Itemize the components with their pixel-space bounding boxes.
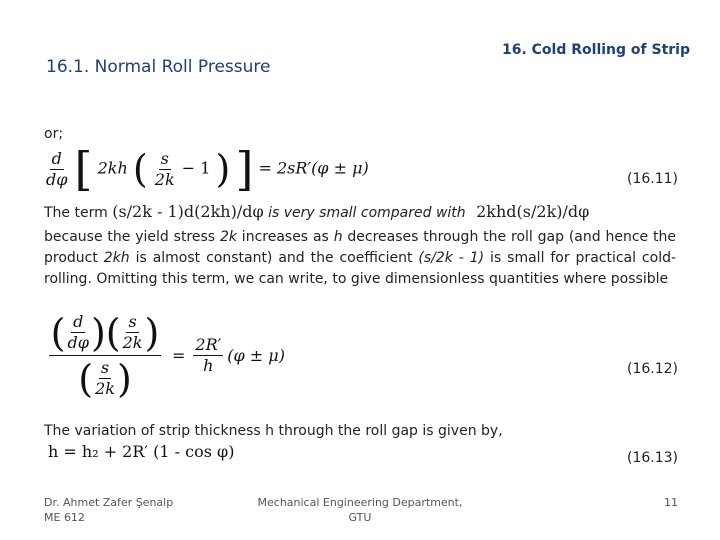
- section-title: 16.1. Normal Roll Pressure: [46, 57, 271, 77]
- footer-author: Dr. Ahmet Zafer Şenalp: [44, 496, 174, 509]
- eq-number-16-12: (16.12): [626, 361, 678, 377]
- eq-derivative-operator: $\frac{d}{d\varphi}$: [46, 148, 68, 189]
- equation-16-12: [46, 312, 285, 399]
- equation-16-13: h = h₂ + 2R′ (1 - cos φ): [48, 442, 235, 461]
- page-number: 11: [664, 496, 678, 509]
- equation-16-11: [44, 142, 369, 196]
- chapter-title: 16. Cold Rolling of Strip: [501, 42, 690, 58]
- eq-equals: =: [172, 346, 186, 365]
- eq-prefix: 2kh: [97, 158, 128, 178]
- right-bracket: ]: [235, 142, 254, 196]
- eq-number-16-11: (16.11): [626, 171, 678, 187]
- compared-expression: 2khd(s/2k)/dφ: [476, 202, 590, 221]
- eq-s-over-2k: $\frac{s}{2k}$: [154, 148, 175, 189]
- footer-university: GTU: [348, 511, 372, 524]
- footer-department: Mechanical Engineering Department,: [257, 496, 463, 509]
- eq-minus-one: − 1: [181, 158, 211, 178]
- eq-number-16-13: (16.13): [626, 450, 678, 466]
- eq-phi-mu: (φ ± μ): [227, 346, 285, 365]
- footer-course: ME 612: [44, 511, 85, 524]
- left-paren: (: [132, 147, 148, 191]
- term-expression: (s/2k - 1)d(2kh)/dφ: [112, 202, 264, 221]
- eq-2r-over-h: $\frac{2R'}{h}$: [195, 335, 222, 375]
- eq-rhs: = 2sR′(φ ± μ): [258, 158, 369, 178]
- eq-lhs-fraction: ( $\frac{d}{d\varphi}$ )( $\frac{s}{2k}$ ) ( $\frac{s}{2k}$ ): [50, 310, 160, 401]
- left-bracket: [: [74, 142, 93, 196]
- paragraph-thickness: The variation of strip thickness h through the roll gap is given by,: [44, 423, 503, 439]
- intro-text: or;: [44, 126, 64, 142]
- term-sentence: The term (s/2k - 1)d(2kh)/dφ is very small compared with 2khd(s/2k)/dφ: [44, 202, 590, 221]
- right-paren: ): [215, 147, 231, 191]
- paragraph-explanation: because the yield stress 2k increases as h decreases through the roll gap (and hence the product 2kh is almost constant) and the coefficient (s/2k - 1) is small for practical cold-rolling. Omitting this term, we can write, to give dimensionless quantities where possible: [44, 229, 677, 287]
